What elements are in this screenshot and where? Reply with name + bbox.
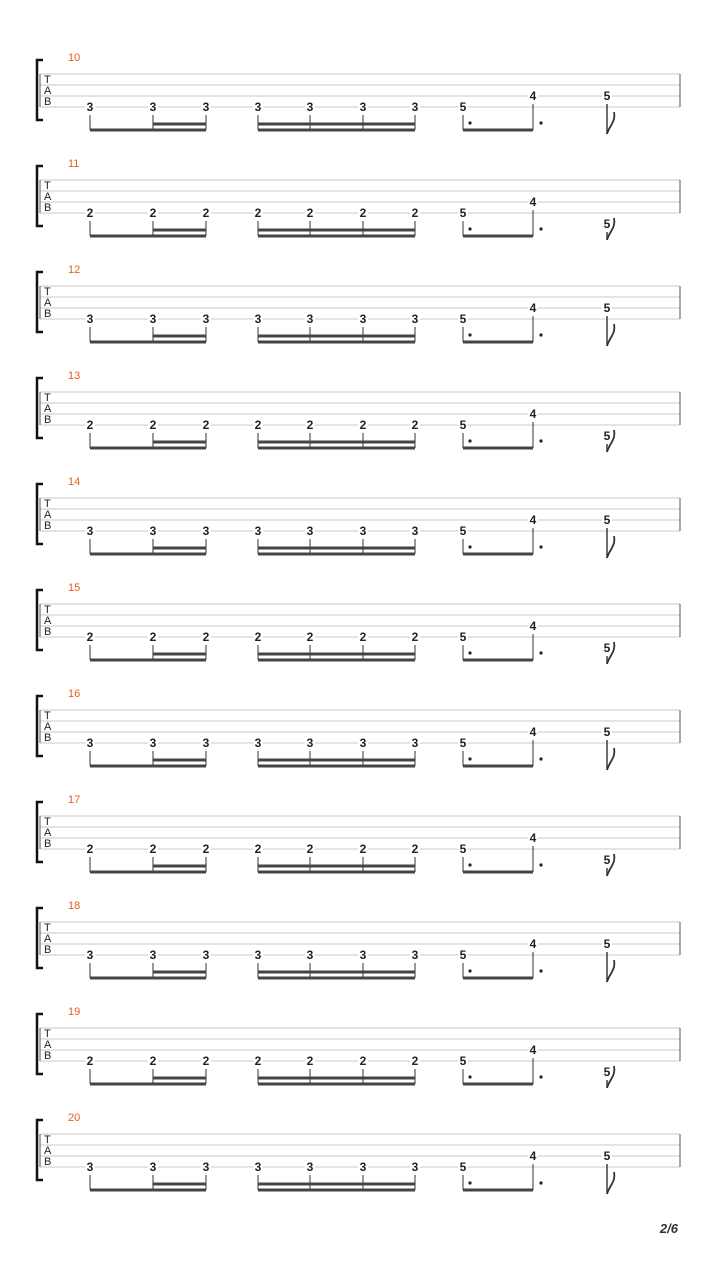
fret-number: 4 — [529, 1043, 537, 1057]
fret-number: 3 — [411, 524, 419, 538]
tab-system — [37, 52, 680, 134]
fret-number: 3 — [306, 736, 314, 750]
fret-number: 3 — [359, 312, 367, 326]
fret-number: 2 — [359, 842, 367, 856]
measure-number: 14 — [68, 476, 81, 488]
fret-number: 3 — [149, 100, 157, 114]
fret-number: 4 — [529, 725, 537, 739]
beam — [463, 341, 533, 344]
fret-number: 5 — [603, 301, 611, 315]
tab-clef-letter: B — [44, 838, 52, 850]
augmentation-dot — [468, 545, 471, 548]
fret-number: 3 — [306, 524, 314, 538]
beam — [90, 871, 206, 874]
tab-clef-letter: A — [44, 615, 52, 627]
augmentation-dot — [539, 1181, 542, 1184]
augmentation-dot — [468, 969, 471, 972]
tab-system — [37, 264, 680, 346]
augmentation-dot — [468, 333, 471, 336]
augmentation-dot — [468, 439, 471, 442]
fret-number: 2 — [254, 630, 262, 644]
note-flag — [607, 324, 614, 346]
tab-clef-letter: B — [44, 732, 52, 744]
tab-system — [37, 158, 680, 240]
beam — [90, 553, 206, 556]
fret-number: 2 — [411, 1054, 419, 1068]
beam — [463, 553, 533, 556]
tab-clef-letter: T — [44, 498, 51, 510]
beam — [463, 1083, 533, 1086]
measure-number: 18 — [68, 900, 81, 912]
fret-number: 3 — [254, 736, 262, 750]
beam — [258, 971, 415, 974]
fret-number: 2 — [86, 418, 94, 432]
fret-number: 5 — [459, 948, 467, 962]
fret-number: 3 — [202, 312, 210, 326]
note-flag — [607, 748, 614, 770]
beam — [463, 977, 533, 980]
fret-number: 2 — [86, 1054, 94, 1068]
fret-number: 2 — [202, 842, 210, 856]
tab-clef-letter: A — [44, 827, 52, 839]
fret-number: 2 — [306, 418, 314, 432]
fret-number: 5 — [459, 1054, 467, 1068]
fret-number: 3 — [359, 736, 367, 750]
tab-clef-letter: T — [44, 604, 51, 616]
augmentation-dot — [539, 227, 542, 230]
fret-number: 2 — [202, 630, 210, 644]
fret-number: 4 — [529, 513, 537, 527]
fret-number: 2 — [86, 842, 94, 856]
beam — [463, 235, 533, 238]
beam — [90, 447, 206, 450]
tab-system — [37, 476, 680, 558]
beam — [153, 1077, 206, 1080]
beam — [258, 977, 415, 980]
fret-number: 3 — [149, 524, 157, 538]
fret-number: 2 — [254, 418, 262, 432]
fret-number: 3 — [411, 1160, 419, 1174]
beam — [258, 871, 415, 874]
page-number: 2/6 — [659, 1221, 678, 1236]
fret-number: 5 — [603, 725, 611, 739]
tab-clef-letter: A — [44, 191, 52, 203]
tab-clef-letter: B — [44, 414, 52, 426]
beam — [258, 229, 415, 232]
augmentation-dot — [468, 757, 471, 760]
fret-number: 2 — [411, 206, 419, 220]
tab-system — [37, 582, 680, 664]
fret-number: 5 — [459, 1160, 467, 1174]
tab-clef-letter: B — [44, 96, 52, 108]
fret-number: 3 — [86, 736, 94, 750]
fret-number: 2 — [202, 206, 210, 220]
fret-number: 3 — [254, 312, 262, 326]
beam — [258, 335, 415, 338]
note-flag — [607, 1172, 614, 1194]
beam — [90, 235, 206, 238]
augmentation-dot — [468, 1181, 471, 1184]
fret-number: 2 — [86, 630, 94, 644]
beam — [258, 547, 415, 550]
tab-system — [37, 370, 680, 452]
note-flag — [607, 112, 614, 134]
fret-number: 2 — [359, 1054, 367, 1068]
fret-number: 3 — [411, 948, 419, 962]
fret-number: 3 — [202, 100, 210, 114]
beam — [153, 441, 206, 444]
beam — [258, 123, 415, 126]
beam — [90, 1083, 206, 1086]
fret-number: 2 — [359, 206, 367, 220]
fret-number: 3 — [254, 524, 262, 538]
augmentation-dot — [539, 121, 542, 124]
tab-clef-letter: B — [44, 202, 52, 214]
fret-number: 5 — [603, 641, 611, 655]
fret-number: 5 — [603, 937, 611, 951]
beam — [90, 659, 206, 662]
beam — [90, 341, 206, 344]
measure-number: 19 — [68, 1006, 81, 1018]
fret-number: 4 — [529, 1149, 537, 1163]
tab-system — [37, 1006, 680, 1088]
augmentation-dot — [468, 121, 471, 124]
fret-number: 2 — [254, 842, 262, 856]
tab-clef-letter: A — [44, 85, 52, 97]
fret-number: 5 — [603, 429, 611, 443]
beam — [463, 765, 533, 768]
fret-number: 3 — [306, 948, 314, 962]
beam — [153, 229, 206, 232]
tab-clef-letter: A — [44, 933, 52, 945]
beam — [153, 759, 206, 762]
tab-clef-letter: T — [44, 74, 51, 86]
tab-clef-letter: A — [44, 721, 52, 733]
fret-number: 2 — [86, 206, 94, 220]
beam — [90, 129, 206, 132]
augmentation-dot — [539, 651, 542, 654]
beam — [153, 971, 206, 974]
fret-number: 4 — [529, 619, 537, 633]
beam — [258, 865, 415, 868]
measure-number: 20 — [68, 1112, 81, 1124]
fret-number: 2 — [202, 418, 210, 432]
fret-number: 3 — [359, 948, 367, 962]
fret-number: 5 — [459, 630, 467, 644]
beam — [463, 447, 533, 450]
fret-number: 3 — [359, 100, 367, 114]
tab-clef-letter: T — [44, 922, 51, 934]
augmentation-dot — [539, 969, 542, 972]
fret-number: 4 — [529, 831, 537, 845]
tab-system — [37, 794, 680, 876]
augmentation-dot — [468, 651, 471, 654]
tab-clef-letter: B — [44, 520, 52, 532]
fret-number: 3 — [202, 736, 210, 750]
augmentation-dot — [539, 863, 542, 866]
tab-clef-letter: B — [44, 1050, 52, 1062]
tab-clef-letter: T — [44, 180, 51, 192]
fret-number: 3 — [254, 948, 262, 962]
measure-number: 17 — [68, 794, 81, 806]
fret-number: 2 — [254, 1054, 262, 1068]
tab-clef-letter: T — [44, 710, 51, 722]
beam — [463, 659, 533, 662]
tab-clef-letter: T — [44, 392, 51, 404]
beam — [258, 441, 415, 444]
fret-number: 2 — [306, 206, 314, 220]
augmentation-dot — [468, 227, 471, 230]
measure-number: 16 — [68, 688, 81, 700]
beam — [258, 1083, 415, 1086]
fret-number: 3 — [86, 100, 94, 114]
fret-number: 2 — [411, 418, 419, 432]
tab-clef-letter: B — [44, 1156, 52, 1168]
measure-number: 12 — [68, 264, 81, 276]
tab-clef-letter: A — [44, 1145, 52, 1157]
fret-number: 3 — [411, 312, 419, 326]
fret-number: 3 — [86, 524, 94, 538]
fret-number: 2 — [149, 418, 157, 432]
fret-number: 3 — [202, 1160, 210, 1174]
fret-number: 5 — [603, 217, 611, 231]
fret-number: 5 — [459, 206, 467, 220]
beam — [258, 759, 415, 762]
fret-number: 2 — [149, 630, 157, 644]
beam — [153, 547, 206, 550]
fret-number: 4 — [529, 407, 537, 421]
beam — [153, 335, 206, 338]
tab-clef-letter: A — [44, 297, 52, 309]
fret-number: 5 — [459, 736, 467, 750]
tab-clef-letter: T — [44, 816, 51, 828]
tab-system — [37, 1112, 680, 1194]
fret-number: 2 — [306, 842, 314, 856]
beam — [258, 447, 415, 450]
fret-number: 3 — [149, 948, 157, 962]
beam — [463, 129, 533, 132]
beam — [153, 653, 206, 656]
tab-clef-letter: T — [44, 1134, 51, 1146]
beam — [258, 129, 415, 132]
fret-number: 4 — [529, 937, 537, 951]
fret-number: 3 — [306, 100, 314, 114]
beam — [258, 659, 415, 662]
fret-number: 3 — [86, 1160, 94, 1174]
fret-number: 2 — [306, 1054, 314, 1068]
fret-number: 5 — [459, 842, 467, 856]
fret-number: 2 — [202, 1054, 210, 1068]
fret-number: 3 — [86, 948, 94, 962]
fret-number: 5 — [459, 100, 467, 114]
augmentation-dot — [468, 863, 471, 866]
fret-number: 3 — [411, 736, 419, 750]
tab-clef-letter: A — [44, 1039, 52, 1051]
tab-clef-letter: B — [44, 944, 52, 956]
note-flag — [607, 960, 614, 982]
augmentation-dot — [539, 333, 542, 336]
beam — [463, 1189, 533, 1192]
fret-number: 5 — [459, 524, 467, 538]
fret-number: 5 — [603, 1149, 611, 1163]
beam — [463, 871, 533, 874]
beam — [258, 553, 415, 556]
fret-number: 3 — [359, 1160, 367, 1174]
beam — [90, 1189, 206, 1192]
fret-number: 2 — [149, 1054, 157, 1068]
augmentation-dot — [539, 757, 542, 760]
fret-number: 3 — [86, 312, 94, 326]
beam — [258, 653, 415, 656]
fret-number: 2 — [411, 630, 419, 644]
tab-clef-letter: A — [44, 509, 52, 521]
augmentation-dot — [539, 545, 542, 548]
beam — [258, 1183, 415, 1186]
fret-number: 4 — [529, 89, 537, 103]
fret-number: 3 — [149, 1160, 157, 1174]
fret-number: 3 — [149, 736, 157, 750]
fret-number: 5 — [603, 853, 611, 867]
augmentation-dot — [539, 439, 542, 442]
fret-number: 2 — [359, 630, 367, 644]
fret-number: 4 — [529, 195, 537, 209]
note-flag — [607, 536, 614, 558]
tab-system — [37, 688, 680, 770]
tab-system — [37, 900, 680, 982]
measure-number: 11 — [68, 158, 80, 170]
measure-number: 15 — [68, 582, 81, 594]
beam — [258, 235, 415, 238]
tab-clef-letter: B — [44, 308, 52, 320]
measure-number: 10 — [68, 52, 81, 64]
fret-number: 3 — [202, 524, 210, 538]
fret-number: 3 — [254, 100, 262, 114]
beam — [153, 865, 206, 868]
beam — [90, 765, 206, 768]
fret-number: 2 — [411, 842, 419, 856]
fret-number: 4 — [529, 301, 537, 315]
tab-clef-letter: T — [44, 286, 51, 298]
beam — [258, 1189, 415, 1192]
beam — [153, 1183, 206, 1186]
beam — [258, 1077, 415, 1080]
beam — [258, 765, 415, 768]
fret-number: 5 — [603, 513, 611, 527]
fret-number: 2 — [149, 842, 157, 856]
fret-number: 2 — [359, 418, 367, 432]
fret-number: 5 — [603, 89, 611, 103]
measure-number: 13 — [68, 370, 81, 382]
fret-number: 3 — [359, 524, 367, 538]
augmentation-dot — [468, 1075, 471, 1078]
fret-number: 3 — [254, 1160, 262, 1174]
augmentation-dot — [539, 1075, 542, 1078]
fret-number: 3 — [149, 312, 157, 326]
fret-number: 3 — [411, 100, 419, 114]
fret-number: 3 — [306, 312, 314, 326]
beam — [153, 123, 206, 126]
fret-number: 2 — [306, 630, 314, 644]
fret-number: 2 — [149, 206, 157, 220]
tab-clef-letter: A — [44, 403, 52, 415]
fret-number: 5 — [459, 312, 467, 326]
tab-clef-letter: T — [44, 1028, 51, 1040]
fret-number: 3 — [306, 1160, 314, 1174]
fret-number: 5 — [459, 418, 467, 432]
fret-number: 3 — [202, 948, 210, 962]
beam — [90, 977, 206, 980]
beam — [258, 341, 415, 344]
tab-clef-letter: B — [44, 626, 52, 638]
fret-number: 2 — [254, 206, 262, 220]
fret-number: 5 — [603, 1065, 611, 1079]
